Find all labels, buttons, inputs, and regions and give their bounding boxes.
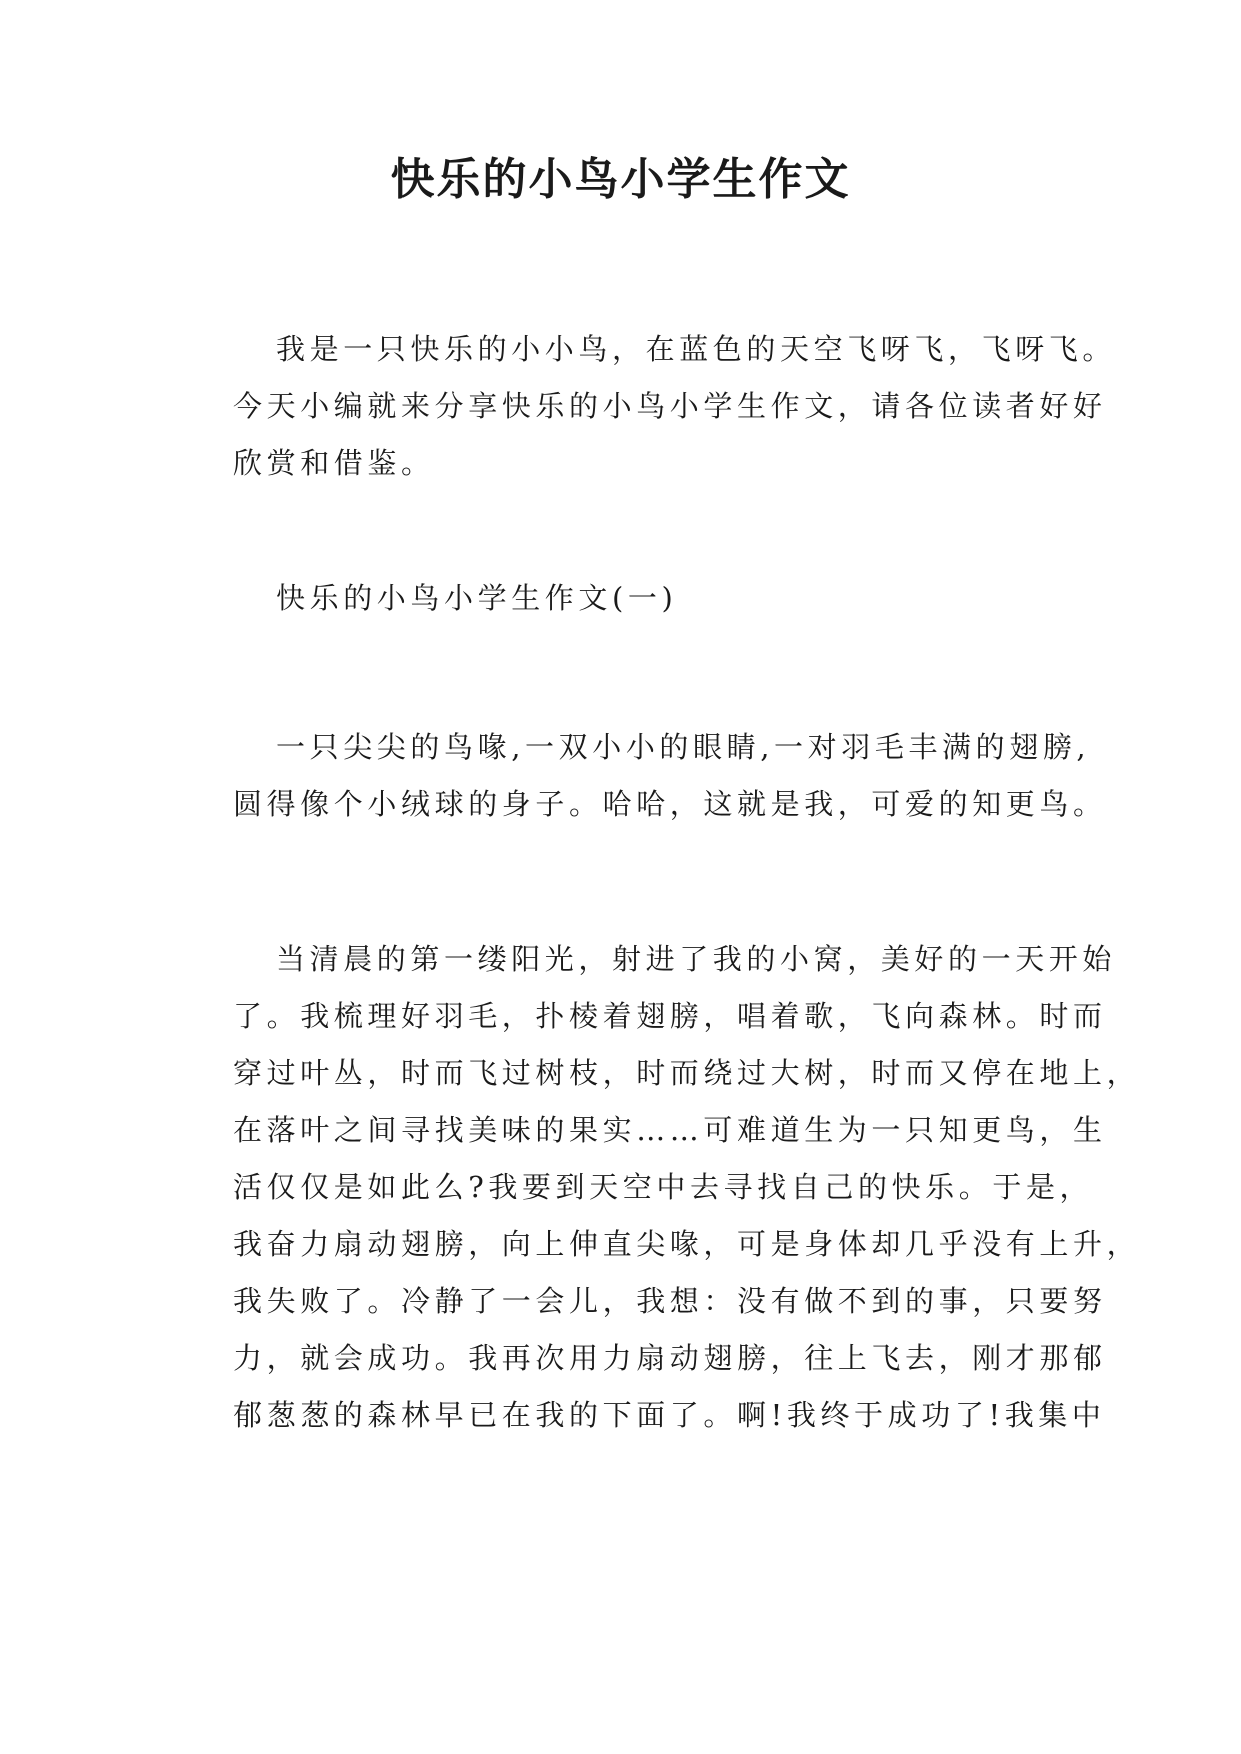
intro-paragraph (190, 321, 1117, 492)
paragraph-line: 欣赏和借鉴。 (233, 446, 435, 480)
paragraph-line: 力，就会成功。我再次用力扇动翅膀，往上飞去，刚才那郁 (233, 1341, 1107, 1375)
paragraph-line: 一只尖尖的鸟喙,一双小小的眼睛,一对羽毛丰满的翅膀, (276, 730, 1091, 764)
paragraph-line: 今天小编就来分享快乐的小鸟小学生作文，请各位读者好好 (233, 389, 1107, 423)
document-title: 快乐的小鸟小学生作文 (390, 154, 851, 205)
paragraph-line: 我奋力扇动翅膀，向上伸直尖喙，可是身体却几乎没有上升， (233, 1227, 1141, 1261)
paragraph-line: 穿过叶丛，时而飞过树枝，时而绕过大树，时而又停在地上， (233, 1056, 1141, 1090)
paragraph-line: 我失败了。冷静了一会儿，我想：没有做不到的事，只要努 (233, 1284, 1107, 1318)
paragraph-line: 当清晨的第一缕阳光，射进了我的小窝，美好的一天开始 (276, 942, 1117, 976)
paragraph-line: 在落叶之间寻找美味的果实……可难道生为一只知更鸟，生 (233, 1113, 1107, 1147)
paragraph-line: 了。我梳理好羽毛，扑棱着翅膀，唱着歌，飞向森林。时而 (233, 999, 1107, 1033)
description-paragraph (190, 719, 1107, 833)
paragraph-line: 活仅仅是如此么?我要到天空中去寻找自己的快乐。于是， (233, 1170, 1094, 1204)
story-paragraph (190, 931, 1141, 1444)
section-heading (190, 570, 1070, 627)
paragraph-line: 郁葱葱的森林早已在我的下面了。啊!我终于成功了!我集中 (233, 1398, 1106, 1432)
paragraph-line: 我是一只快乐的小小鸟，在蓝色的天空飞呀飞，飞呀飞。 (276, 332, 1117, 366)
section-heading-text: 快乐的小鸟小学生作文(一) (276, 581, 678, 615)
paragraph-line: 圆得像个小绒球的身子。哈哈，这就是我，可爱的知更鸟。 (233, 787, 1107, 821)
